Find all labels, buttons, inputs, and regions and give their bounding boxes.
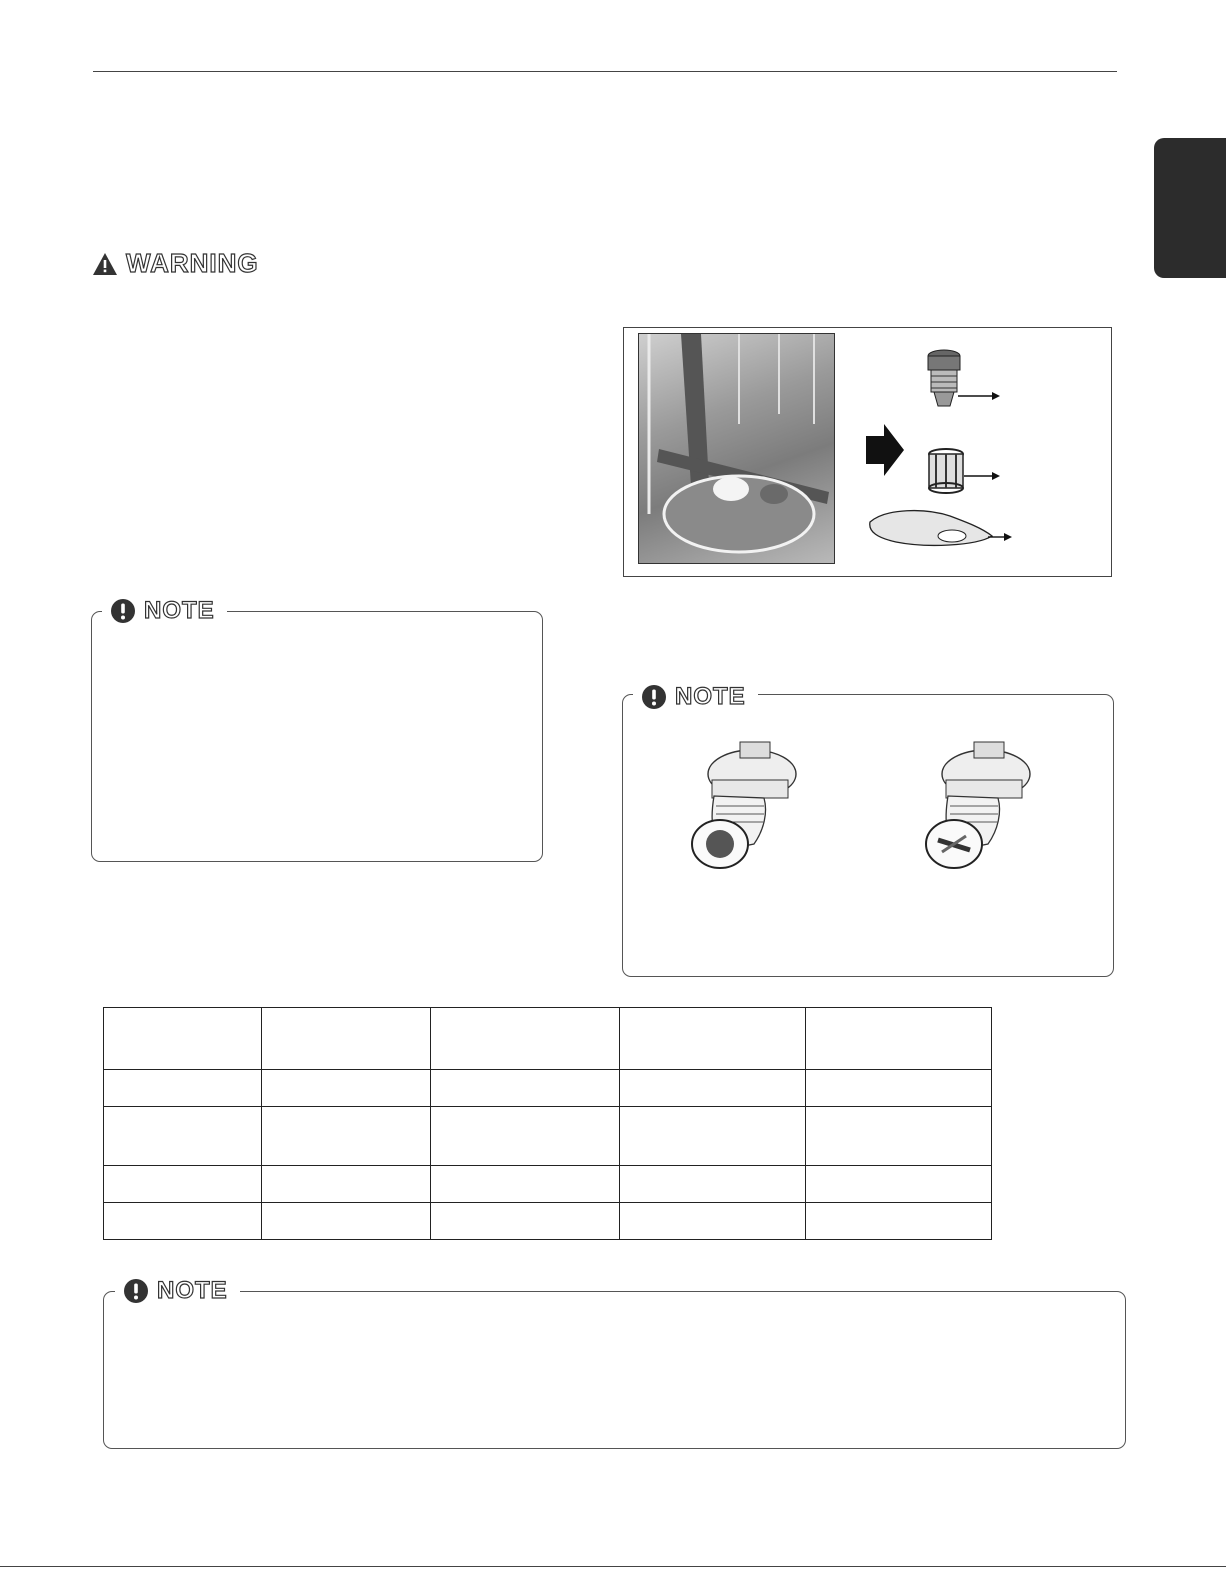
table-cell <box>431 1008 620 1070</box>
table-cell <box>431 1107 620 1166</box>
table-cell <box>431 1203 620 1240</box>
table-cell <box>620 1070 806 1107</box>
table-cell <box>262 1203 431 1240</box>
table-cell <box>104 1107 262 1166</box>
warning-label: WARNING <box>126 248 259 278</box>
table-cell <box>262 1008 431 1070</box>
note-box-bottom <box>103 1291 1126 1449</box>
data-table <box>103 1007 992 1240</box>
language-side-tab <box>1154 138 1226 278</box>
table-cell <box>806 1107 992 1166</box>
outer-filter-icon <box>924 446 1000 496</box>
table-cell <box>104 1070 262 1107</box>
table-cell <box>806 1008 992 1070</box>
note-label-left: NOTE <box>144 597 215 624</box>
exclamation-circle-icon <box>123 1278 149 1304</box>
table-cell <box>620 1107 806 1166</box>
note-heading-left <box>102 597 227 625</box>
bottom-rule <box>0 1566 1226 1567</box>
table-cell <box>620 1166 806 1203</box>
filter-assembly-locked-icon <box>684 740 804 876</box>
exclamation-circle-icon <box>110 598 136 624</box>
table-cell <box>104 1203 262 1240</box>
note-heading-bottom <box>115 1277 240 1305</box>
table-cell <box>806 1070 992 1107</box>
lower-filter-plate-icon <box>866 506 1012 550</box>
note-label-right: NOTE <box>675 683 746 710</box>
table-cell <box>620 1008 806 1070</box>
right-arrow-icon <box>866 424 904 476</box>
table-cell <box>431 1070 620 1107</box>
table-row <box>104 1070 992 1107</box>
table-cell <box>104 1166 262 1203</box>
table-row <box>104 1166 992 1203</box>
table-row <box>104 1107 992 1166</box>
table-row <box>104 1203 992 1240</box>
table-cell <box>262 1070 431 1107</box>
warning-heading <box>92 248 259 279</box>
inner-filter-icon <box>924 348 1000 412</box>
table-cell <box>262 1107 431 1166</box>
note-heading-right <box>633 683 758 711</box>
table-cell <box>262 1166 431 1203</box>
table-cell <box>104 1008 262 1070</box>
note-box-left <box>91 611 543 862</box>
top-rule <box>93 71 1117 72</box>
table-cell <box>806 1166 992 1203</box>
table-cell <box>806 1203 992 1240</box>
table-cell <box>431 1166 620 1203</box>
dishwasher-interior-photo <box>638 333 835 564</box>
exclamation-circle-icon <box>641 684 667 710</box>
warning-triangle-icon <box>92 252 118 276</box>
note-label-bottom: NOTE <box>157 1277 228 1304</box>
table-row <box>104 1008 992 1070</box>
table-cell <box>620 1203 806 1240</box>
filter-assembly-unlocked-icon <box>918 740 1038 876</box>
